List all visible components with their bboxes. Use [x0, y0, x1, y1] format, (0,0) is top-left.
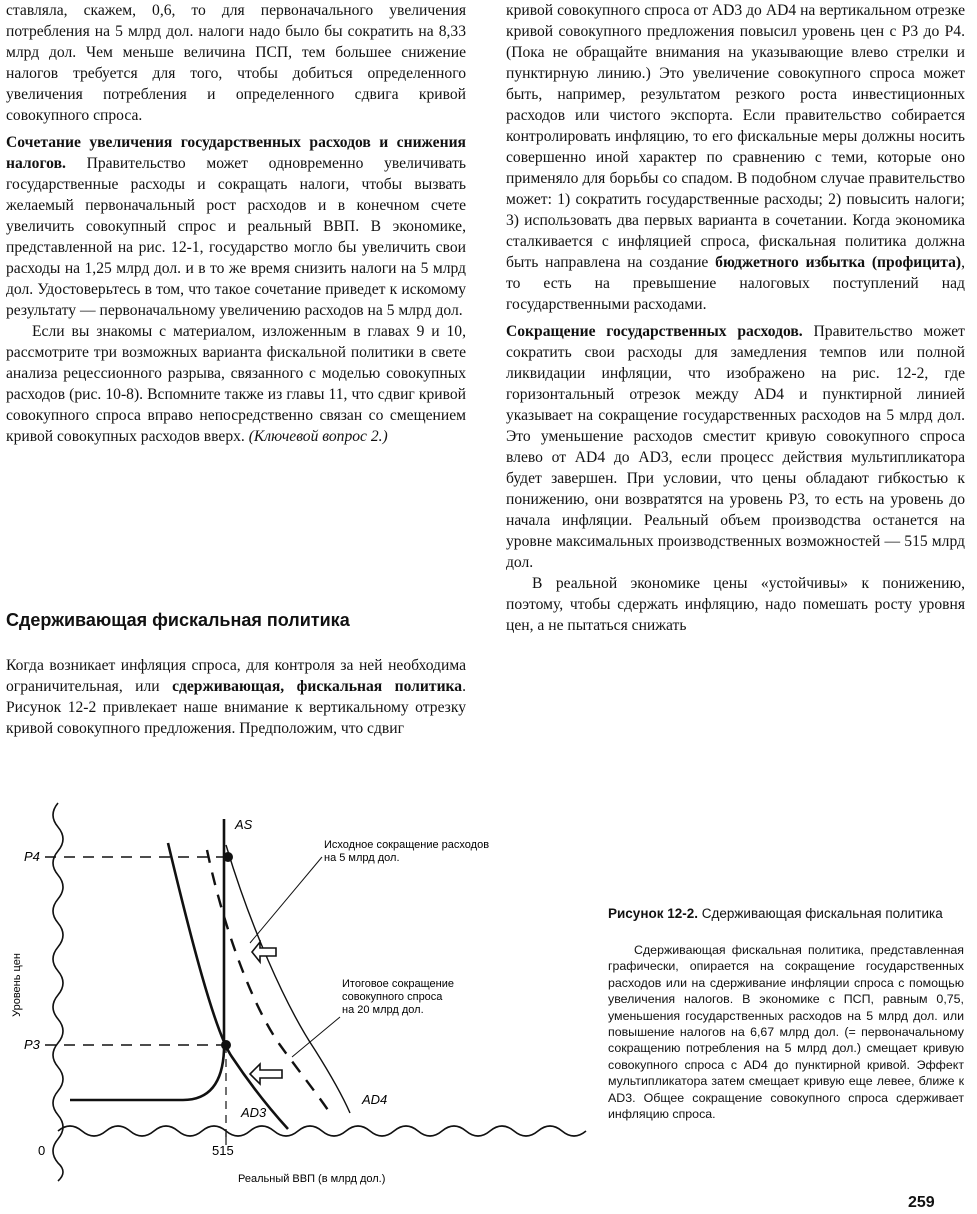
paragraph: Если вы знакомы с материалом, изложенным в главах 9 и 10, рассмотрите три возможных варианта фискальной политики в свете анализа рецессионного разрыва, связанного с моделью совокупных расходов (рис. 10-8). Вспомните также из главы 11, что сдвиг кривой совокупного спроса вправо непосредственно связан со смещением кривой совокупных расходов вверх. (Ключевой вопрос 2.): [6, 323, 466, 445]
caption-title: Рисунок 12-2. Сдерживающая фискальная политика: [608, 906, 943, 921]
paragraph: Когда возникает инфляция спроса, для контроля за ней необходима ограничительная, или сдерживающая, фискальная политика. Рисунок 12-2 привлекает наше внимание к вертикальному отрезку кривой совокупного предложения. Предположим, что сдвиг: [6, 657, 467, 737]
paragraph-heading: Сочетание увеличения государственных расходов и снижения налогов.: [6, 134, 466, 172]
y-axis-label: Уровень цен: [11, 953, 23, 1017]
ad3-curve: [168, 843, 288, 1129]
frame-bottom-wavy: [58, 1126, 586, 1136]
caption-body: Сдерживающая фискальная политика, представленная графически, опирается на сокращение государственных расходов или на сдерживание инфляции спроса с помощью увеличения налогов. В экономике с ПСП, равным 0,75, уменьшения государственных расходов на 5 млрд дол. или повышение налогов на 6,67 млрд дол. (= первоначальному сокращению потребления на 5 млрд дол.) смещает кривую совокупного спроса с AD4 до пунктирной кривой. Эффект мультипликатора затем смещает кривую еще левее, ближе к AD3. Общее сокращение совокупного спроса сдерживает инфляцию спроса.: [608, 943, 964, 1122]
page-number: 259: [908, 1194, 935, 1211]
paragraph: Сокращение государственных расходов. Правительство может сократить свои расходы для замедления темпов или полной ликвидации инфляции, что изображено на рис. 12-2, где горизонтальный отрезок между AD4 и пунктирной линией указывает на сокращение государственных расходов на 5 млрд дол. Это уменьшение расходов сместит кривую совокупного спроса влево от AD4 до AD3, если процесс действия мультипликатора будет завершен. При условии, что цены обладают гибкостью к понижению, они возвратятся на уровень P3, то есть на уровень до начала инфляции. Реальный объем производства останется на уровне максимальных производственных возможностей — 515 млрд дол.: [506, 323, 965, 571]
x-axis-label: Реальный ВВП (в млрд дол.): [238, 1173, 386, 1185]
left-column-lower: [6, 655, 466, 739]
section-heading: Сдерживающая фискальная политика: [6, 610, 350, 630]
equilibrium-point-p3: [221, 1040, 231, 1050]
ad4-curve: [226, 845, 350, 1113]
paragraph: кривой совокупного спроса от AD3 до AD4 на вертикальном отрезке кривой совокупного предложения повысил уровень цен с P3 до P4. (Пока не обращайте внимания на указывающие влево стрелки и пунктирную линию.) Это увеличение совокупного спроса может быть, например, результатом резкого роста инвестиционных расходов или чистого экспорта. Если правительство собирается контролировать инфляцию, то его фискальные меры должны носить совершенно иной характер по сравнению с теми, которые оно применяло для борьбы со спадом. В подобном случае правительство может: 1) сократить государственные расходы; 2) повысить налоги; 3) использовать два первых варианта в сочетании. Когда экономика сталкивается с инфляцией спроса, фискальная политика должна быть направлена на создание бюджетного избытка (профицита), то есть на превышение налоговых поступлений над государственными расходами.: [506, 2, 965, 313]
annotation-2: Итоговое сокращение совокупного спроса на 20 млрд дол.: [342, 978, 455, 1016]
origin-label: 0: [38, 1143, 46, 1158]
p3-label: P3: [24, 1037, 40, 1052]
annotation-leader-1: [250, 857, 322, 943]
as-curve: [70, 819, 224, 1100]
bold-term: бюджетного избытка (профицита): [715, 254, 962, 271]
figure-12-2: [0, 795, 600, 1214]
figure-caption: [608, 906, 964, 1122]
paragraph-heading: Сокращение государственных расходов.: [506, 323, 803, 340]
annotation-1: Исходное сокращение расходов на 5 млрд дол.: [324, 839, 490, 864]
bold-term: сдерживающая, фискальная политика: [172, 678, 463, 695]
right-column: [506, 0, 965, 636]
equilibrium-point-p4: [223, 852, 233, 862]
x-515-label: 515: [212, 1143, 234, 1158]
p4-label: P4: [24, 849, 40, 864]
frame-left-wavy: [53, 803, 63, 1181]
key-question-ref: (Ключевой вопрос 2.): [248, 428, 388, 445]
as-label: AS: [235, 817, 253, 832]
ad3-label: AD3: [241, 1105, 267, 1120]
paragraph: ставляла, скажем, 0,6, то для первоначального увеличения потребления на 5 млрд дол. налоги надо было бы сократить на 8,33 млрд дол. Чем меньше величина ПСП, тем большее снижение налогов требуется для того, чтобы добиться определенного увеличения потребления и определенного сдвига кривой совокупного спроса.: [6, 2, 466, 124]
paragraph: В реальной экономике цены «устойчивы» к понижению, поэтому, чтобы сдержать инфляцию, надо помешать росту уровня цен, а не пытаться снижать: [506, 575, 965, 634]
left-arrow-lower: [250, 1064, 282, 1084]
ad4-label: AD4: [362, 1092, 388, 1107]
left-arrow-upper: [252, 942, 276, 962]
paragraph: Сочетание увеличения государственных расходов и снижения налогов. Правительство может одновременно увеличивать государственные расходы и сокращать налоги, чтобы вызвать желаемый первоначальный рост расходов и в конечном счете увеличить совокупный спрос и реальный ВВП. В экономике, представленной на рис. 12-1, государство могло бы увеличить свои расходы на 1,25 млрд дол. и в то же время снизить налоги на 5 млрд дол. Удостоверьтесь в том, что такое сочетание приведет к искомому результату — первоначальному увеличению расходов на 5 млрд дол.: [6, 134, 466, 319]
left-column: [6, 0, 466, 447]
caption-label: Рисунок 12-2.: [608, 906, 698, 921]
